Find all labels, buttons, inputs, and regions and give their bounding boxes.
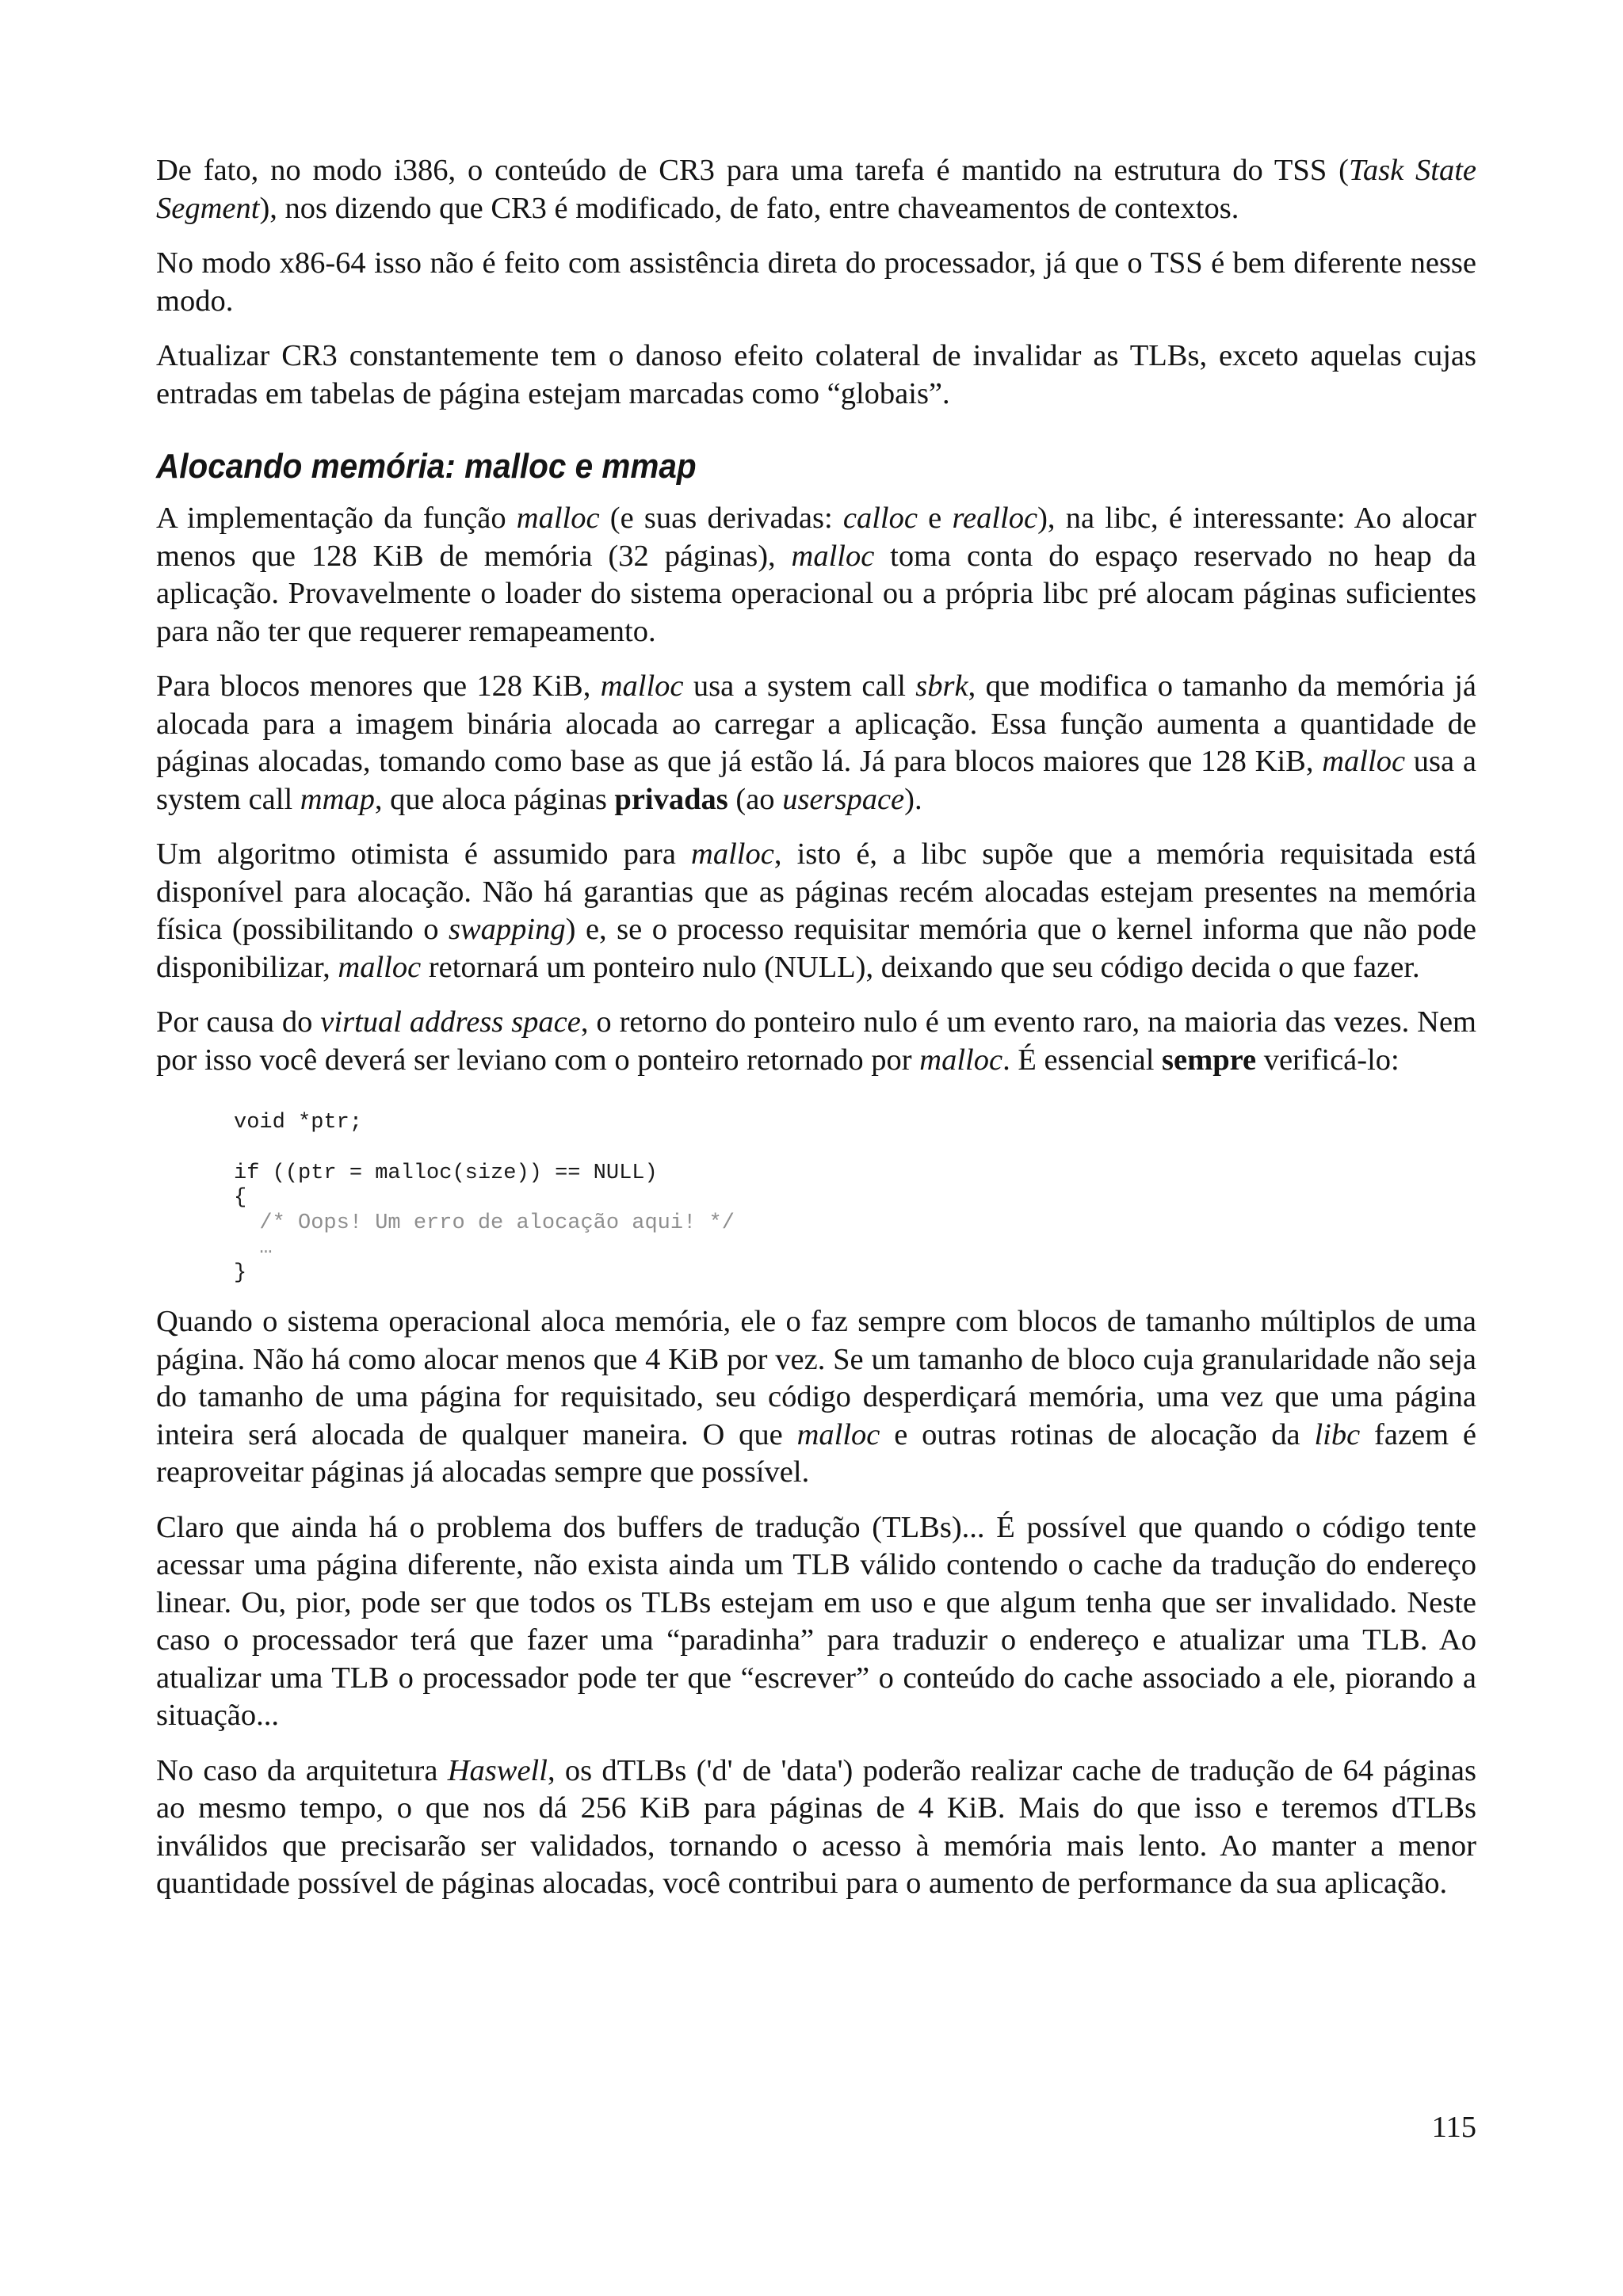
text: (e suas derivadas:: [599, 502, 843, 535]
text: (ao: [727, 782, 783, 816]
italic-term: malloc: [516, 502, 600, 535]
page-number: 115: [1431, 2111, 1476, 2144]
text: , o retorno do ponteiro nulo é um evento raro, na maioria das vezes. Nem por isso você deverá ser leviano com o ponteiro retornado por: [156, 1005, 1476, 1077]
italic-term: malloc: [791, 539, 875, 573]
text: ).: [904, 782, 922, 816]
text: usa a system call: [683, 669, 916, 703]
text: , os dTLBs ('d' de 'data') poderão realizar cache de tradução de 64 páginas ao mesmo tempo, o que nos dá 256 KiB para páginas de 4 KiB. Mais do que isso e teremos dTLBs inválidos que precisarão ser validados, tornando o acesso à memória mais lento. Ao manter a menor quantidade possível de páginas alocadas, você contribui para o aumento de performance da sua aplicação.: [156, 1753, 1476, 1900]
text: e outras rotinas de alocação da: [880, 1417, 1315, 1451]
italic-term: swapping: [449, 913, 566, 946]
text: De fato, no modo i386, o conteúdo de CR3 para uma tarefa é mantido na estrutura do TSS (: [156, 154, 1349, 187]
bold-term: sempre: [1162, 1043, 1257, 1077]
italic-term: calloc: [842, 502, 918, 535]
text: Atualizar CR3 constantemente tem o danoso efeito colateral de invalidar as TLBs, exceto aquelas cujas entradas em tabelas de página estejam marcadas como “globais”.: [156, 339, 1476, 410]
italic-term: malloc: [1322, 745, 1406, 778]
italic-term: malloc: [691, 837, 774, 871]
italic-term: libc: [1314, 1417, 1361, 1451]
section-title: Alocando memória: malloc e mmap: [156, 447, 697, 486]
paragraph-tlb-buffers: Claro que ainda há o problema dos buffers de tradução (TLBs)... É possível que quando o código tente acessar uma página diferente, não exista ainda um TLB válido contendo o cache da tradução do endereço linear. Ou, pior, pode ser que todos os TLBs estejam em uso e que algum tenha que ser invalidado. Neste caso o processador terá que fazer uma “paradinha” para traduzir o endereço e atualizar uma TLB. Ao atualizar uma TLB o processador pode ter que “escrever” o conteúdo do cache associado a ele, piorando a situação...: [156, 1510, 1476, 1732]
text: ) e, se o processo requisitar memória que o kernel informa que não pode disponibilizar,: [156, 913, 1476, 984]
code-ellipsis: …: [234, 1236, 273, 1260]
text: retornará um ponteiro nulo (NULL), deixando que seu código decida o que fazer.: [421, 950, 1420, 984]
bold-term: privadas: [614, 782, 728, 816]
italic-term: userspace: [782, 782, 905, 816]
code-line: void *ptr;: [234, 1111, 363, 1135]
text: Por causa do: [156, 1005, 321, 1039]
paragraph-x86-64: [156, 245, 1476, 320]
italic-term: malloc: [338, 950, 422, 984]
italic-term: Haswell: [447, 1753, 548, 1787]
text: Para blocos menores que 128 KiB,: [156, 669, 601, 703]
paragraph-blocos-pagina: [156, 1303, 1476, 1492]
text: Quando o sistema operacional aloca memória, ele o faz sempre com blocos de tamanho múltiplos de uma página. Não há como alocar menos que 4 KiB por vez. Se um tamanho de bloco cuja granularidade não seja do tamanho de uma página for requisitado, seu código desperdiçará memória, uma vez que uma página inteira será alocada de qualquer maneira. O que: [156, 1305, 1476, 1451]
paragraph-otimista: [156, 836, 1476, 986]
italic-term: mmap: [300, 782, 375, 816]
italic-term: malloc: [796, 1417, 880, 1451]
text: , isto é, a libc supõe que a memória requisitada está disponível para alocação. Não há garantias que as páginas recém alocadas estejam presentes na memória física (possibilitando o: [156, 837, 1476, 946]
text: e: [917, 502, 953, 535]
text: fazem é reaproveitar páginas já alocadas sempre que possível.: [156, 1417, 1476, 1489]
italic-term: virtual address space: [320, 1005, 581, 1039]
paragraph-malloc-impl: [156, 500, 1476, 650]
page-body: [156, 152, 1476, 1920]
paragraph-tlb-globais: [156, 338, 1476, 413]
text: . É essencial: [1002, 1043, 1163, 1077]
paragraph-cr3-tss: [156, 152, 1476, 227]
text: , que modifica o tamanho da memória já alocada para a imagem binária alocada ao carregar a aplicação. Essa função aumenta a quantidade de páginas alocadas, tomando como base as que já estão lá. Já para blocos maiores que 128 KiB,: [156, 669, 1476, 778]
text: No modo x86-64 isso não é feito com assistência direta do processador, já que o TSS é bem diferente nesse modo.: [156, 246, 1476, 318]
text: ), nos dizendo que CR3 é modificado, de fato, entre chaveamentos de contextos.: [259, 191, 1239, 225]
italic-term: sbrk: [915, 669, 968, 703]
code-blank-line: [234, 1136, 1476, 1161]
paragraph-blocos: [156, 668, 1476, 818]
code-line: {: [234, 1186, 247, 1210]
text: verificá-lo:: [1256, 1043, 1400, 1077]
italic-term: realloc: [952, 502, 1038, 535]
code-line: if ((ptr = malloc(size)) == NULL): [234, 1161, 658, 1185]
code-comment: /* Oops! Um erro de alocação aqui! */: [234, 1211, 735, 1235]
paragraph-haswell: [156, 1753, 1476, 1903]
italic-term: malloc: [919, 1043, 1003, 1077]
text: No caso da arquitetura: [156, 1753, 448, 1787]
text: ), na libc, é interessante: Ao alocar menos que 128 KiB de memória (32 páginas),: [156, 502, 1476, 573]
code-line: }: [234, 1261, 247, 1285]
text: , que aloca páginas: [374, 782, 615, 816]
italic-term: malloc: [600, 669, 684, 703]
code-block: [234, 1111, 1476, 1286]
paragraph-virtual-address: [156, 1004, 1476, 1079]
text: Um algoritmo otimista é assumido para: [156, 837, 692, 871]
italic-term: Task State Segment: [156, 154, 1476, 225]
text: toma conta do espaço reservado no heap da aplicação. Provavelmente o loader do sistema operacional ou a própria libc pré alocam páginas suficientes para não ter que requerer remapeamento.: [156, 539, 1476, 648]
text: usa a system call: [156, 745, 1476, 816]
text: A implementação da função: [156, 502, 517, 535]
